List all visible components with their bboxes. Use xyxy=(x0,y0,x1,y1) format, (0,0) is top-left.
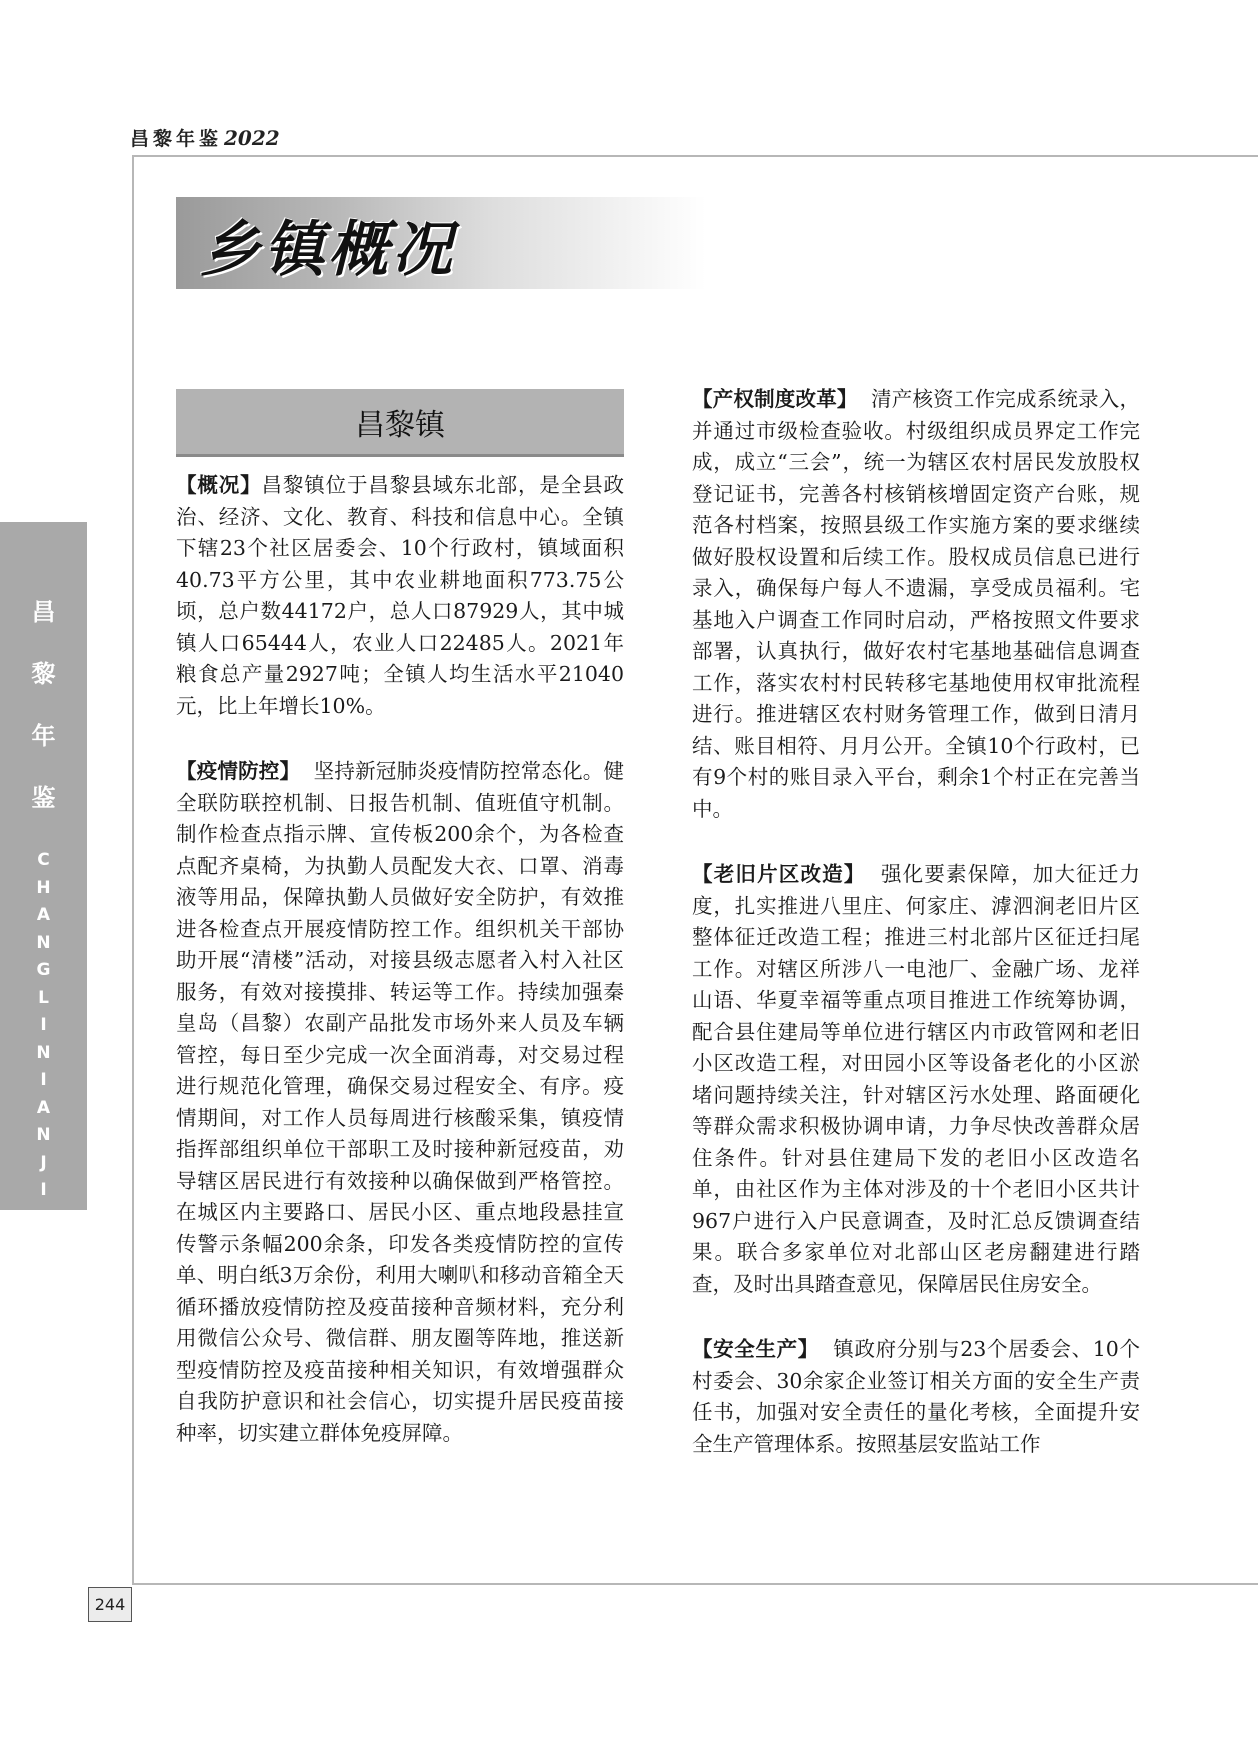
side-tab-char: 年 xyxy=(31,721,56,750)
left-column xyxy=(176,470,624,1483)
book-title: 昌黎年鉴 xyxy=(130,128,223,150)
paragraph-text: 镇政府分别与23个居委会、10个村委会、30余家企业签订相关方面的安全生产责任书，加强对安全责任的量化考核，全面提升安全生产管理体系。按照基层安监站工作 xyxy=(692,1337,1140,1456)
frame-left-rule xyxy=(132,155,134,1585)
paragraph-tag: 【安全生产】 xyxy=(692,1337,819,1361)
pinyin-letter: A xyxy=(36,905,51,925)
paragraph-text: 强化要素保障，加大征迁力度，扎实推进八里庄、何家庄、滹泗涧老旧片区整体征迁改造工程；推进三村北部片区征迁扫尾工作。对辖区所涉八一电池厂、金融广场、龙祥山语、华夏幸福等重点项目推进工作统筹协调，配合县住建局等单位进行辖区内市政管网和老旧小区改造工程，对田园小区等设备老化的小区淤堵问题持续关注，针对辖区污水处理、路面硬化等群众需求积极协调申请，力争尽快改善群众居住条件。针对县住建局下发的老旧小区改造名单，由社区作为主体对涉及的十个老旧小区共计967户进行入户民意调查，及时汇总反馈调查结果。联合多家单位对北部山区老房翻建进行踏查，及时出具踏查意见，保障居民住房安全。 xyxy=(692,862,1141,1296)
book-year: 2022 xyxy=(224,126,280,150)
paragraph-property-reform xyxy=(692,384,1140,825)
side-tab xyxy=(0,522,87,1255)
paragraph-text: 昌黎镇位于昌黎县域东北部，是全县政治、经济、文化、教育、科技和信息中心。全镇下辖23个社区居委会、10个行政村，镇域面积40.73平方公里，其中农业耕地面积773.75公顷，总户数44172户，总人口87929人，其中城镇人口65444人，农业人口22485人。2021年粮食总产量2927吨；全镇人均生活水平21040元，比上年增长10%。 xyxy=(176,473,624,718)
pinyin-letter: N xyxy=(36,1125,51,1145)
paragraph-overview xyxy=(176,470,624,722)
paragraph-epidemic-control xyxy=(176,756,624,1449)
pinyin-letter: C xyxy=(37,850,50,870)
pinyin-letter: A xyxy=(36,1207,51,1228)
frame-top-rule xyxy=(132,155,1258,157)
pinyin-letter: H xyxy=(36,877,51,898)
pinyin-letter: A xyxy=(36,1097,51,1118)
pinyin-letter: L xyxy=(38,987,49,1008)
side-tab-char: 鉴 xyxy=(31,783,56,812)
town-header xyxy=(176,389,624,457)
pinyin-letter: J xyxy=(40,1152,47,1173)
paragraph-tag: 【疫情防控】 xyxy=(176,759,301,783)
side-tab-char: 黎 xyxy=(31,659,56,688)
frame-bottom-rule xyxy=(132,1583,1258,1585)
running-header xyxy=(130,124,280,151)
paragraph-text: 坚持新冠肺炎疫情防控常态化。健全联防联控机制、日报告机制、值班值守机制。制作检查点指示牌、宣传板200余个，为各检查点配齐桌椅，为执勤人员配发大衣、口罩、消毒液等用品，保障执勤人员做好安全防护，有效推进各检查点开展疫情防控工作。组织机关干部协助开展“清楼”活动，对接县级志愿者入村入社区服务，有效对接摸排、转运等工作。持续加强秦皇岛（昌黎）农副产品批发市场外来人员及车辆管控，每日至少完成一次全面消毒，对交易过程进行规范化管理，确保交易过程安全、有序。疫情期间，对工作人员每周进行核酸采集，镇疫情指挥部组织单位干部职工及时接种新冠疫苗，劝导辖区居民进行有效接种以确保做到严格管控。在城区内主要路口、居民小区、重点地段悬挂宣传警示条幅200余条，印发各类疫情防控的宣传单、明白纸3万余份，利用大喇叭和移动音箱全天循环播放疫情防控及疫苗接种音频材料，充分利用微信公众号、微信群、朋友圈等阵地，推送新型疫情防控及疫苗接种相关知识，有效增强群众自我防护意识和社会信心，切实提升居民疫苗接种率，切实建立群体免疫屏障。 xyxy=(176,759,625,1445)
pinyin-letter: N xyxy=(36,1042,51,1063)
paragraph-text: 清产核资工作完成系统录入，并通过市级检查验收。村级组织成员界定工作完成，成立“三会”，统一为辖区农村居民发放股权登记证书，完善各村核销核增固定资产台账，规范各村档案，按照县级工作实施方案的要求继续做好股权设置和后续工作。股权成员信息已进行录入，确保每户每人不遗漏，享受成员福利。宅基地入户调查工作同时启动，严格按照文件要求部署，认真执行，做好农村宅基地基础信息调查工作，落实农村村民转移宅基地使用权审批流程进行。推进辖区农村财务管理工作，做到日清月结、账目相符、月月公开。全镇10个行政村，已有9个村的账目录入平台，剩余1个村正在完善当中。 xyxy=(692,387,1141,821)
pinyin-letter: I xyxy=(40,1015,47,1035)
page-number: 244 xyxy=(88,1587,132,1622)
town-name: 昌黎镇 xyxy=(355,407,445,443)
pinyin-letter: N xyxy=(36,1235,51,1255)
paragraph-work-safety xyxy=(692,1334,1140,1460)
section-title: 乡镇概况 xyxy=(200,215,456,285)
pinyin-letter: I xyxy=(40,1070,47,1090)
paragraph-tag: 【概况】 xyxy=(176,473,262,497)
pinyin-letter: N xyxy=(36,932,51,953)
side-tab-char: 昌 xyxy=(31,597,56,626)
paragraph-tag: 【老旧片区改造】 xyxy=(692,862,866,886)
pinyin-letter: G xyxy=(36,960,51,980)
paragraph-tag: 【产权制度改革】 xyxy=(692,387,858,411)
pinyin-letter: I xyxy=(40,1180,47,1200)
paragraph-old-district-renovation xyxy=(692,859,1140,1300)
right-column xyxy=(692,384,1140,1494)
side-tab-pinyin xyxy=(0,847,87,1260)
